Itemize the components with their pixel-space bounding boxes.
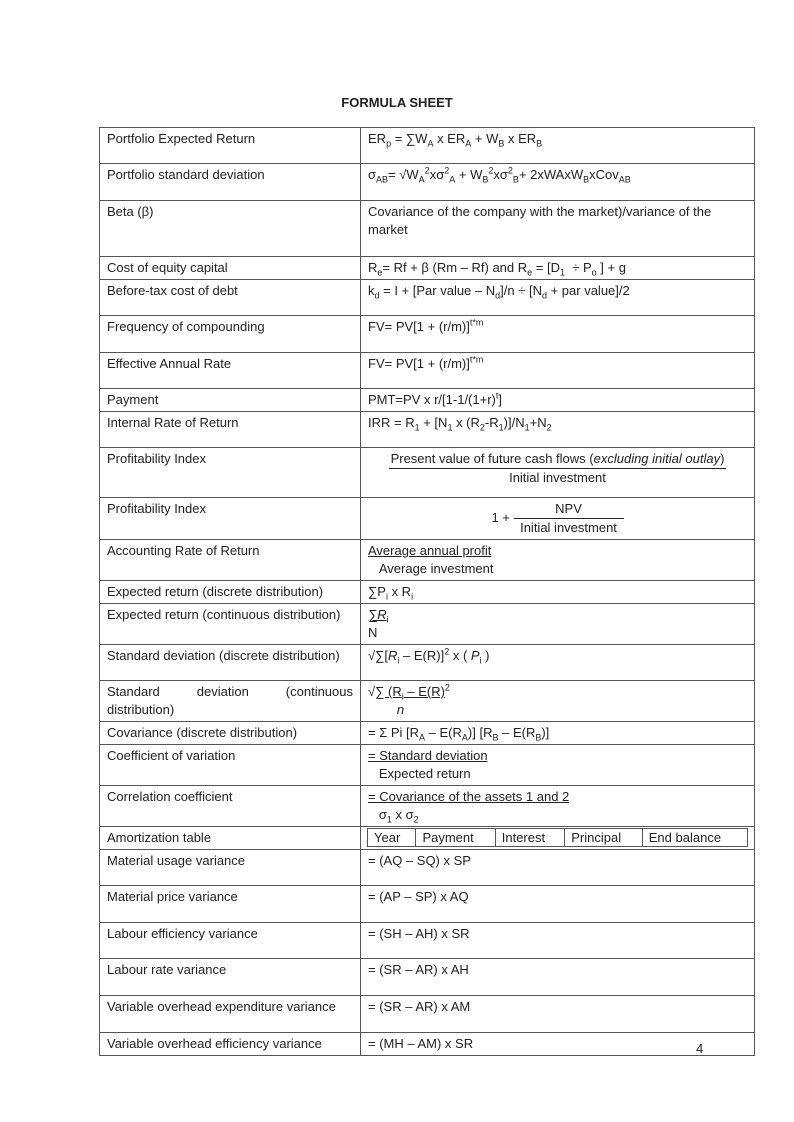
formula-segment: = [D	[532, 260, 560, 275]
formula-segment: +N	[529, 415, 547, 430]
formula-label: Correlation coefficient	[100, 786, 361, 827]
formula-segment: = ∑W	[391, 131, 428, 146]
formula-segment: B	[498, 138, 505, 149]
formula-cell	[361, 722, 755, 745]
formula-segment: o	[591, 267, 597, 278]
formula-cell	[361, 645, 755, 681]
formula-segment: B	[492, 732, 499, 743]
formula-segment: P	[470, 648, 480, 663]
formula-segment: + [N	[419, 415, 448, 430]
formula-label: Profitability Index	[100, 448, 361, 498]
formula-segment: B	[482, 174, 489, 185]
table-row	[100, 280, 755, 316]
formula-line	[368, 560, 747, 578]
amortization-column-header: End balance	[642, 829, 747, 847]
formula-prefix: 1 +	[491, 509, 514, 525]
table-row	[100, 448, 755, 498]
formula-label: Payment	[100, 389, 361, 412]
formula-segment: ∑P	[368, 584, 386, 599]
formula-segment	[368, 702, 397, 717]
formula-segment: = Rf + β (Rm – Rf) and R	[382, 260, 528, 275]
formula-segment: t*m	[469, 354, 484, 365]
formula-segment: d	[541, 290, 547, 301]
formula-segment: t	[495, 390, 499, 401]
formula-segment: ∑R	[368, 607, 387, 622]
formula-line	[368, 925, 747, 943]
formula-segment: NPV	[555, 501, 582, 516]
formula-label: Expected return (continuous distribution)	[100, 604, 361, 645]
formula-segment: d	[495, 290, 501, 301]
formula-segment: FV= PV[1 + (r/m)]	[368, 356, 470, 371]
formula-line	[368, 1035, 747, 1053]
formula-label: Expected return (discrete distribution)	[100, 581, 361, 604]
table-row	[100, 604, 755, 645]
formula-segment: B	[535, 732, 542, 743]
table-row	[100, 959, 755, 996]
formula-line	[368, 806, 747, 824]
formula-label: Labour efficiency variance	[100, 923, 361, 959]
formula-segment: i	[401, 691, 404, 702]
formula-line	[368, 765, 747, 783]
formula-segment: x σ	[391, 807, 414, 822]
formula-cell	[361, 389, 755, 412]
formula-segment: )	[720, 451, 725, 466]
formula-segment: 2	[444, 165, 450, 176]
table-row	[100, 1033, 755, 1056]
formula-segment: 2	[546, 422, 552, 433]
formula-segment: B	[583, 174, 590, 185]
table-row	[100, 498, 755, 540]
formula-segment: AB	[376, 174, 389, 185]
formula-segment: 1	[414, 422, 420, 433]
table-row	[100, 201, 755, 257]
formula-segment: i	[386, 614, 389, 625]
formula-segment: Present value of future cash flows (	[390, 451, 594, 466]
formula-line	[368, 414, 747, 432]
formula-segment: i	[411, 591, 414, 602]
formula-label: Profitability Index	[100, 498, 361, 540]
formula-label: Labour rate variance	[100, 959, 361, 996]
formula-segment: d	[374, 290, 380, 301]
formula-line	[368, 318, 747, 336]
formula-line	[368, 998, 747, 1016]
formula-label: Portfolio Expected Return	[100, 128, 361, 164]
formula-segment: A	[419, 732, 426, 743]
formula-segment: 2	[479, 422, 485, 433]
table-row	[100, 389, 755, 412]
formula-segment: + par value]/2	[546, 283, 630, 298]
table-row	[100, 886, 755, 923]
table-row	[100, 316, 755, 353]
fraction	[514, 500, 624, 537]
formula-segment: R	[388, 648, 398, 663]
formula-segment: = (SH – AH) x SR	[368, 926, 470, 941]
formula-segment: FV= PV[1 + (r/m)]	[368, 319, 470, 334]
formula-segment: Average annual profit	[368, 543, 492, 558]
formula-cell	[361, 886, 755, 923]
numerator	[514, 500, 624, 519]
formula-line	[368, 130, 747, 148]
page-title: FORMULA SHEET	[341, 95, 453, 110]
formula-cell	[361, 540, 755, 581]
formula-cell	[361, 745, 755, 786]
formula-segment: x ER	[433, 131, 466, 146]
table-row	[100, 128, 755, 164]
formula-cell	[361, 128, 755, 164]
formula-segment: x R	[387, 584, 412, 599]
formula-segment: i	[479, 655, 482, 666]
amortization-header-table	[367, 828, 748, 847]
formula-line	[368, 259, 747, 277]
formula-segment: σ	[368, 807, 387, 822]
formula-segment: = (AP – SP) x AQ	[368, 889, 469, 904]
formula-segment: R	[368, 260, 378, 275]
table-row	[100, 745, 755, 786]
formula-segment: + W	[455, 167, 483, 182]
formula-segment: 1	[560, 267, 566, 278]
formula-segment: Expected return	[368, 766, 471, 781]
formula-label: Standard deviation (discrete distribution)	[100, 645, 361, 681]
formula-segment: i	[397, 655, 400, 666]
formula-cell	[361, 448, 755, 498]
formula-label: Internal Rate of Return	[100, 412, 361, 448]
formula-line	[368, 203, 747, 239]
formula-segment: 1	[524, 422, 530, 433]
formula-segment: √	[368, 684, 376, 699]
formula-segment: ER	[368, 131, 387, 146]
denominator: Initial investment	[520, 520, 617, 535]
formula-label: Standard deviation (continuous distribution)	[100, 681, 361, 722]
formula-segment: ]	[498, 392, 503, 407]
formula-segment: = Σ Pi [R	[368, 725, 420, 740]
table-row	[100, 722, 755, 745]
formula-cell	[361, 681, 755, 722]
formula-cell	[361, 257, 755, 280]
formula-segment: = I + [Par value – N	[379, 283, 496, 298]
formula-segment: σ	[368, 167, 377, 182]
formula-line	[368, 583, 747, 601]
formula-segment: PMT=PV x r/[1-1/(1+r)	[368, 392, 496, 407]
formula-segment: = (SR – AR) x AH	[368, 962, 469, 977]
formula-table	[99, 127, 755, 1056]
formula-label: Portfolio standard deviation	[100, 164, 361, 201]
formula-segment: x ER	[504, 131, 537, 146]
formula-label: Amortization table	[100, 827, 361, 850]
formula-cell	[361, 280, 755, 316]
formula-segment: B	[512, 174, 519, 185]
formula-cell	[361, 786, 755, 827]
formula-segment: x (R	[452, 415, 480, 430]
formula-segment: – E(R)	[403, 684, 445, 699]
formula-label: Accounting Rate of Return	[100, 540, 361, 581]
formula-segment: = (SR – AR) x AM	[368, 999, 471, 1014]
formula-label: Cost of equity capital	[100, 257, 361, 280]
formula-segment: + 2xWAxW	[518, 167, 584, 182]
table-row	[100, 850, 755, 886]
formula-cell	[361, 604, 755, 645]
table-row	[100, 645, 755, 681]
formula-segment: xCov	[589, 167, 619, 182]
formula-segment: xσ	[493, 167, 508, 182]
formula-label: Variable overhead expenditure variance	[100, 996, 361, 1033]
formula-line	[368, 747, 747, 765]
formula-segment: 2	[507, 165, 513, 176]
formula-segment: = √W	[388, 167, 419, 182]
formula-segment: 1	[447, 422, 453, 433]
formula-label: Covariance (discrete distribution)	[100, 722, 361, 745]
formula-segment: e	[377, 267, 383, 278]
formula-segment: 2	[488, 165, 494, 176]
formula-label: Coefficient of variation	[100, 745, 361, 786]
table-row	[100, 827, 755, 850]
table-row	[100, 540, 755, 581]
formula-segment: A	[418, 174, 425, 185]
formula-segment: -R	[484, 415, 499, 430]
formula-segment: 2	[424, 165, 430, 176]
formula-cell	[361, 827, 755, 850]
formula-cell	[361, 996, 755, 1033]
amortization-column-header: Interest	[495, 829, 565, 847]
formula-label: Variable overhead efficiency variance	[100, 1033, 361, 1056]
formula-segment: 2	[413, 814, 419, 825]
formula-label: Effective Annual Rate	[100, 353, 361, 389]
formula-segment: Average investment	[368, 561, 494, 576]
table-row	[100, 786, 755, 827]
table-row	[100, 996, 755, 1033]
formula-line	[368, 624, 747, 642]
formula-segment: )]/N	[503, 415, 525, 430]
formula-segment: 1	[498, 422, 504, 433]
formula-segment: 1	[386, 814, 392, 825]
numerator	[389, 450, 727, 469]
formula-segment: AB	[618, 174, 631, 185]
formula-line	[368, 355, 747, 373]
formula-segment: Covariance of the company with the market)/variance of the market	[368, 204, 715, 237]
formula-line	[368, 724, 747, 742]
table-row	[100, 412, 755, 448]
formula-segment: = (MH – AM) x SR	[368, 1036, 474, 1051]
formula-segment: x (	[449, 648, 471, 663]
amortization-column-header: Principal	[565, 829, 643, 847]
formula-cell	[361, 164, 755, 201]
formula-segment: A	[449, 174, 456, 185]
formula-cell	[361, 201, 755, 257]
formula-cell	[361, 498, 755, 540]
formula-segment: A	[461, 732, 468, 743]
amortization-column-header: Payment	[416, 829, 495, 847]
formula-line	[368, 888, 747, 906]
formula-segment: i	[385, 591, 388, 602]
table-row	[100, 923, 755, 959]
formula-line	[368, 282, 747, 300]
formula-label: Material usage variance	[100, 850, 361, 886]
formula-line	[368, 701, 747, 719]
formula-cell	[361, 923, 755, 959]
table-row	[100, 681, 755, 722]
formula-segment: )]	[541, 725, 550, 740]
page-number: 4	[696, 1041, 704, 1056]
formula-segment: + W	[471, 131, 499, 146]
formula-segment: ]/n ÷ [N	[500, 283, 542, 298]
formula-segment: – E(R	[498, 725, 536, 740]
formula-segment: p	[386, 138, 392, 149]
formula-segment: ] + g	[596, 260, 626, 275]
formula-cell	[361, 959, 755, 996]
formula-segment: t*m	[469, 317, 484, 328]
formula-line	[368, 391, 747, 409]
formula-line	[368, 852, 747, 870]
formula-cell	[361, 316, 755, 353]
formula-segment: 2	[444, 682, 450, 693]
formula-segment: IRR = R	[368, 415, 415, 430]
formula-label: Frequency of compounding	[100, 316, 361, 353]
formula-segment: – E(R	[425, 725, 462, 740]
formula-line	[368, 683, 747, 701]
table-row	[100, 257, 755, 280]
formula-cell	[361, 581, 755, 604]
formula-line	[368, 961, 747, 979]
table-row	[100, 353, 755, 389]
formula-segment: = Covariance of the assets 1 and 2	[368, 789, 570, 804]
formula-segment: excluding initial outlay	[593, 451, 721, 466]
amortization-column-header: Year	[368, 829, 416, 847]
formula-segment: B	[536, 138, 543, 149]
formula-segment: xσ	[429, 167, 445, 182]
formula-label: Material price variance	[100, 886, 361, 923]
formula-line	[368, 542, 747, 560]
formula-segment: k	[368, 283, 375, 298]
formula-segment: n	[396, 702, 405, 717]
formula-line	[368, 647, 747, 665]
formula-segment: N	[368, 625, 378, 640]
formula-cell	[361, 850, 755, 886]
formula-cell	[361, 412, 755, 448]
formula-line	[368, 788, 747, 806]
formula-line	[368, 606, 747, 624]
formula-label: Beta (β)	[100, 201, 361, 257]
formula-segment: A	[427, 138, 434, 149]
formula-label: Before-tax cost of debt	[100, 280, 361, 316]
formula-segment: = Standard deviation	[368, 748, 488, 763]
formula-segment: A	[465, 138, 472, 149]
formula-cell	[361, 353, 755, 389]
formula-segment: ÷ P	[565, 260, 592, 275]
formula-segment: e	[527, 267, 533, 278]
formula-line	[368, 166, 747, 184]
fraction	[389, 450, 727, 487]
denominator: Initial investment	[509, 470, 606, 485]
table-row	[100, 164, 755, 201]
formula-segment: 2	[444, 646, 450, 657]
formula-segment: )	[481, 648, 490, 663]
formula-segment: – E(R)]	[399, 648, 445, 663]
formula-segment: )] [R	[467, 725, 493, 740]
table-row	[100, 581, 755, 604]
formula-segment: √∑[	[368, 648, 389, 663]
formula-segment: = (AQ – SQ) x SP	[368, 853, 471, 868]
formula-segment: ∑ (R	[375, 684, 402, 699]
